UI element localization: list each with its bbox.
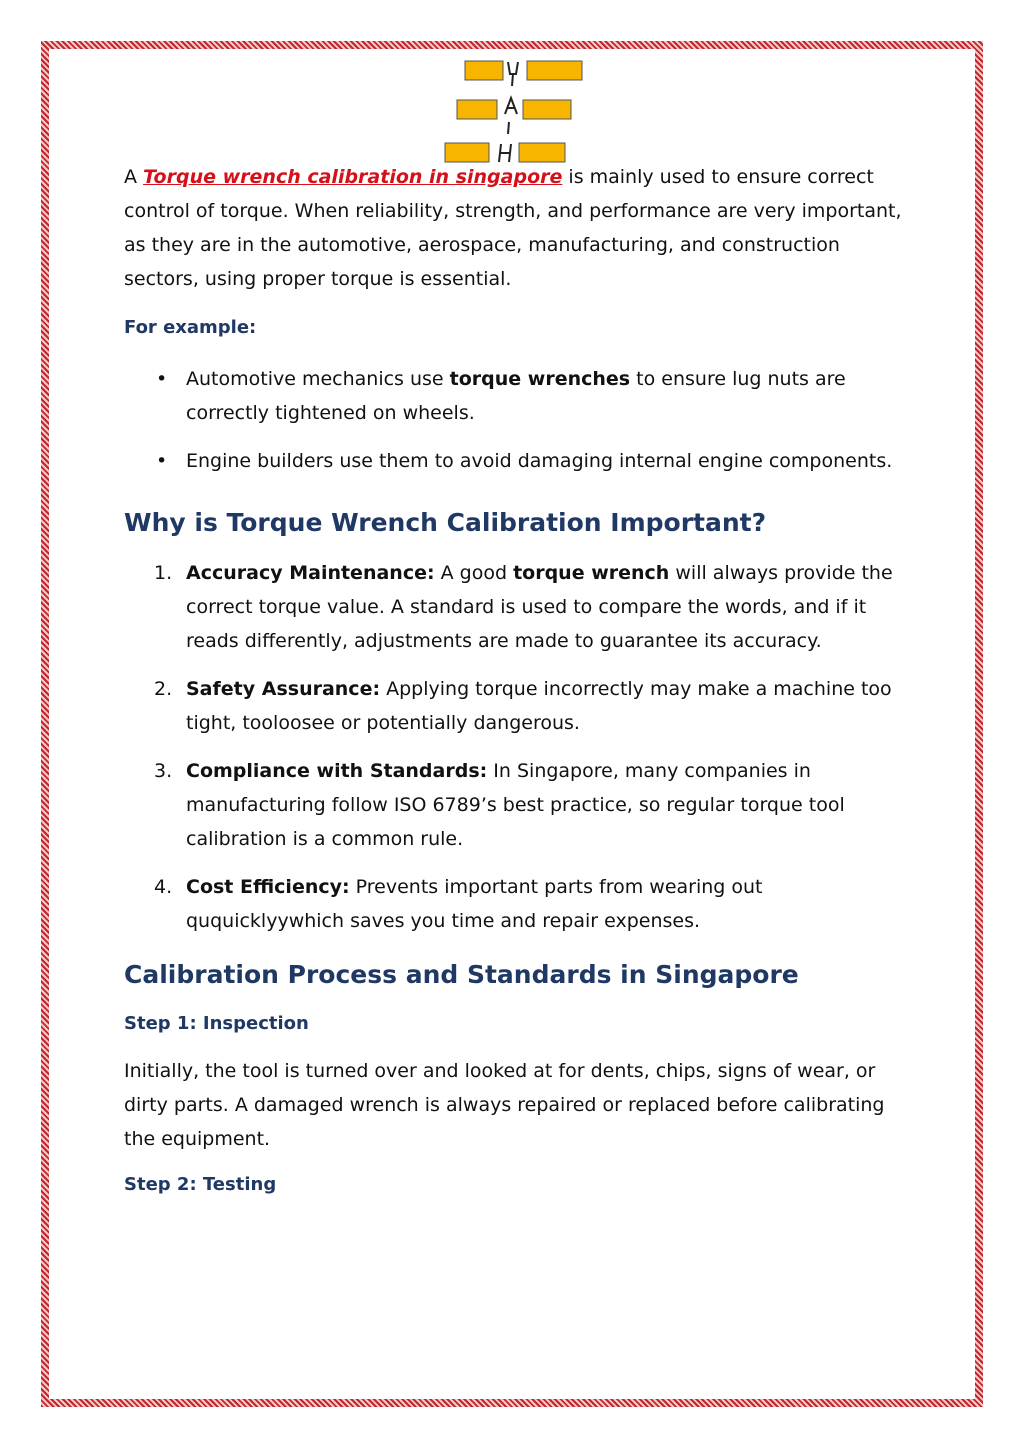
list-item bbox=[124, 672, 914, 740]
item-number: 2. bbox=[154, 678, 173, 700]
item-text: In Singapore, many companies in manufacturing follow ISO 6789’s best practice, so regular torque tool calibration is a common rule. bbox=[186, 760, 845, 850]
list-item bbox=[124, 556, 914, 658]
item-text: Automotive mechanics use bbox=[186, 368, 450, 390]
bullet: • bbox=[156, 368, 168, 390]
item-label: Compliance with Standards: bbox=[186, 760, 488, 782]
why-list bbox=[124, 556, 914, 938]
item-label: Cost Efficiency: bbox=[186, 876, 350, 898]
item-number: 3. bbox=[154, 760, 173, 782]
bullet: • bbox=[156, 450, 168, 472]
item-text: Prevents important parts from wearing out ququicklyywhich saves you time and repair expenses. bbox=[186, 876, 763, 932]
company-logo bbox=[441, 58, 589, 166]
item-text: A good bbox=[434, 562, 514, 584]
intro-prefix: A bbox=[124, 166, 144, 188]
example-list bbox=[124, 362, 914, 478]
item-bold: torque wrenches bbox=[449, 368, 631, 390]
why-heading: Why is Torque Wrench Calibration Important? bbox=[124, 508, 767, 537]
intro-text: is mainly used to ensure correct control of torque. When reliability, strength, and performance are very important, as they are in the automotive, aerospace, manufacturing, and construction sectors, using proper torque is essential. bbox=[124, 166, 902, 290]
item-text: to ensure lug nuts are correctly tightened on wheels. bbox=[186, 368, 846, 424]
item-text: Engine builders use them to avoid damaging internal engine components. bbox=[186, 450, 893, 472]
list-item bbox=[124, 362, 914, 430]
step2-heading: Step 2: Testing bbox=[124, 1174, 277, 1195]
item-label: Safety Assurance: bbox=[186, 678, 381, 700]
torque-calibration-link[interactable]: Torque wrench calibration in singapore bbox=[143, 166, 563, 188]
item-bold: torque wrench bbox=[513, 562, 670, 584]
item-label: Accuracy Maintenance: bbox=[186, 562, 435, 584]
example-heading: For example: bbox=[124, 317, 257, 338]
step1-text: Initially, the tool is turned over and looked at for dents, chips, signs of wear, or dirty parts. A damaged wrench is always repaired or replaced before calibrating the equipment. bbox=[124, 1060, 885, 1150]
item-number: 4. bbox=[154, 876, 173, 898]
document-body bbox=[124, 160, 914, 1198]
list-item bbox=[124, 754, 914, 856]
list-item bbox=[124, 444, 914, 478]
item-number: 1. bbox=[154, 562, 173, 584]
item-text: will always provide the correct torque value. A standard is used to compare the words, and if it reads differently, adjustments are made to guarantee its accuracy. bbox=[186, 562, 893, 652]
intro-paragraph bbox=[124, 160, 914, 296]
step1-heading: Step 1: Inspection bbox=[124, 1013, 309, 1034]
process-heading: Calibration Process and Standards in Singapore bbox=[124, 960, 799, 989]
list-item bbox=[124, 870, 914, 938]
item-text: Applying torque incorrectly may make a machine too tight, tooloosee or potentially dangerous. bbox=[186, 678, 892, 734]
